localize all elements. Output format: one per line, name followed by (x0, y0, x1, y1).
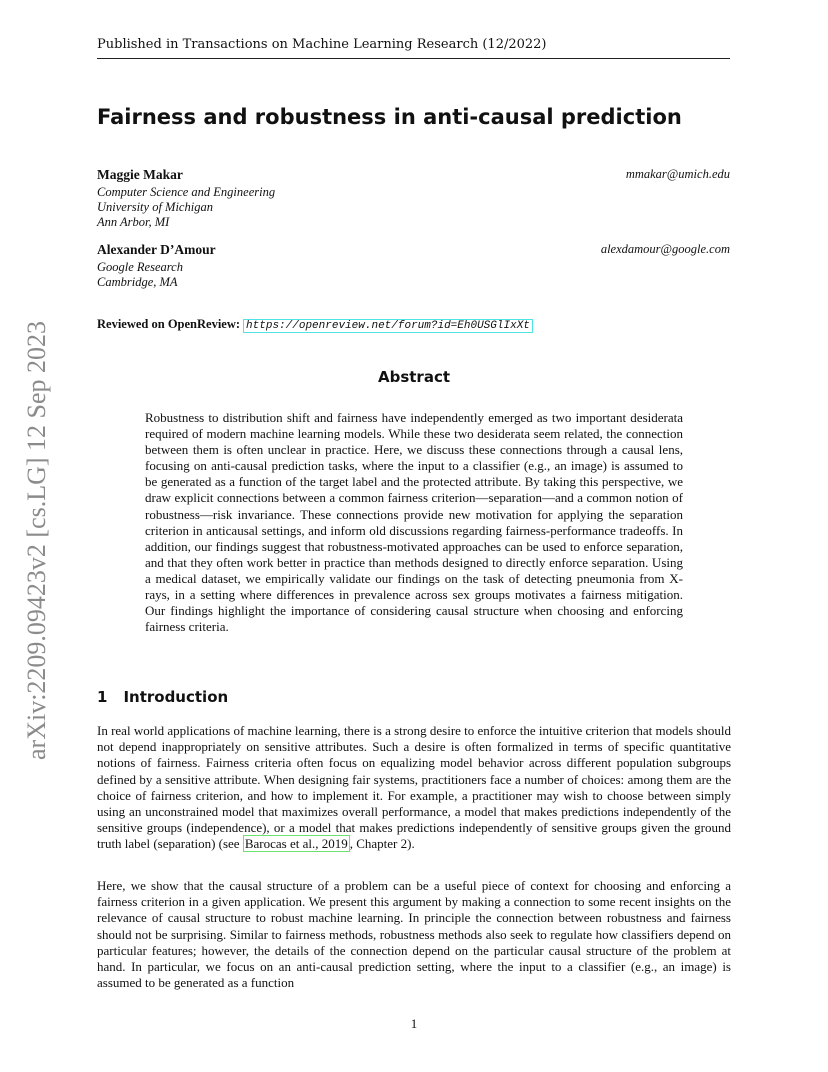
review-line (97, 317, 533, 332)
author-affiliation (97, 260, 730, 290)
abstract-heading: Abstract (377, 368, 451, 386)
paragraph: Here, we show that the causal structure of a problem can be a useful piece of context for choosing and enforcing a fairness criterion in a given application. We present this argument by making a connection to some recent insights on the relevance of causal structure to robust machine learning. In principle the connection between robustness and fairness should not be surprising. Similar to fairness methods, robustness methods also seek to regulate how classifiers depend on particular features; however, the details of the connection depend on the particular causal structure of the problem at hand. In particular, we focus on an anti-causal prediction setting, where the input to a classifier (e.g., an image) is assumed to be generated as a function (97, 878, 731, 991)
author-email[interactable]: alexdamour@google.com (600, 242, 730, 256)
arxiv-identifier: arXiv:2209.09423v2 [cs.LG] 12 Sep 2023 (22, 320, 51, 760)
running-header (97, 36, 730, 59)
affiliation-line: Computer Science and Engineering (97, 185, 276, 199)
author-block (97, 167, 730, 230)
affiliation-line: University of Michigan (97, 200, 213, 214)
author-block (97, 242, 730, 290)
review-label: Reviewed on OpenReview: (97, 317, 241, 331)
paragraph-text: In real world applications of machine learning, there is a strong desire to enforce the intuitive criterion that models should not depend inappropriately on sensitive attributes. Such a desire is often formalized in terms of specific quantitative notions of fairness. Fairness criteria often focus on equalizing model behavior across different population subgroups defined by a sensitive attribute. When designing fair systems, practitioners face a number of choices: among them are the choice of fairness criterion, and how to implement it. For example, a practitioner may wish to choose between simply using an unconstrained model that maximizes overall performance, a model that makes predictions independently of the sensitive groups (independence), or a model that makes predictions independently of sensitive groups given the ground truth label (separation) (see (97, 723, 731, 852)
author-affiliation (97, 185, 730, 230)
section-number: 1 (97, 688, 108, 706)
author-name: Maggie Makar (97, 167, 183, 182)
author-email[interactable]: mmakar@umich.edu (625, 167, 730, 181)
citation-link[interactable]: Barocas et al., 2019 (244, 836, 348, 852)
openreview-link[interactable]: https://openreview.net/forum?id=Eh0USGlIxXt (243, 319, 533, 333)
abstract-text: Robustness to distribution shift and fairness have independently emerged as two important desiderata required of modern machine learning models. While these two desiderata seem related, the connection between them is often unclear in practice. Here, we discuss these connections through a causal lens, focusing on anti-causal prediction tasks, where the input to a classifier (e.g., an image) is assumed to be generated as a function of the target label and the protected attribute. By taking this perspective, we draw explicit connections between a common fairness criterion—separation—and a common notion of robustness—risk invariance. These connections provide new motivation for applying the separation criterion in anticausal settings, and inform old discussions regarding fairness-performance tradeoffs. In addition, our findings suggest that robustness-motivated approaches can be used to enforce separation, and that they often work better in practice than methods designed to directly enforce separation. Using a medical dataset, we empirically validate our findings on the task of detecting pneumonia from X-rays, in a setting where differences in prevalence across sex groups motivates a fairness mitigation. Our findings highlight the importance of considering causal structure when choosing and enforcing fairness criteria. (145, 410, 683, 635)
affiliation-line: Ann Arbor, MI (97, 215, 170, 229)
page-number: 1 (410, 1016, 418, 1031)
author-name: Alexander D’Amour (97, 242, 216, 257)
affiliation-line: Google Research (97, 260, 183, 274)
section-heading (97, 688, 228, 706)
section-title: Introduction (123, 688, 229, 706)
paper-title: Fairness and robustness in anti-causal prediction (97, 105, 682, 129)
paragraph-text: , Chapter 2). (349, 836, 415, 852)
affiliation-line: Cambridge, MA (97, 275, 178, 289)
journal-name: Published in Transactions on Machine Learning Research (12/2022) (97, 37, 547, 52)
paragraph (97, 723, 731, 853)
